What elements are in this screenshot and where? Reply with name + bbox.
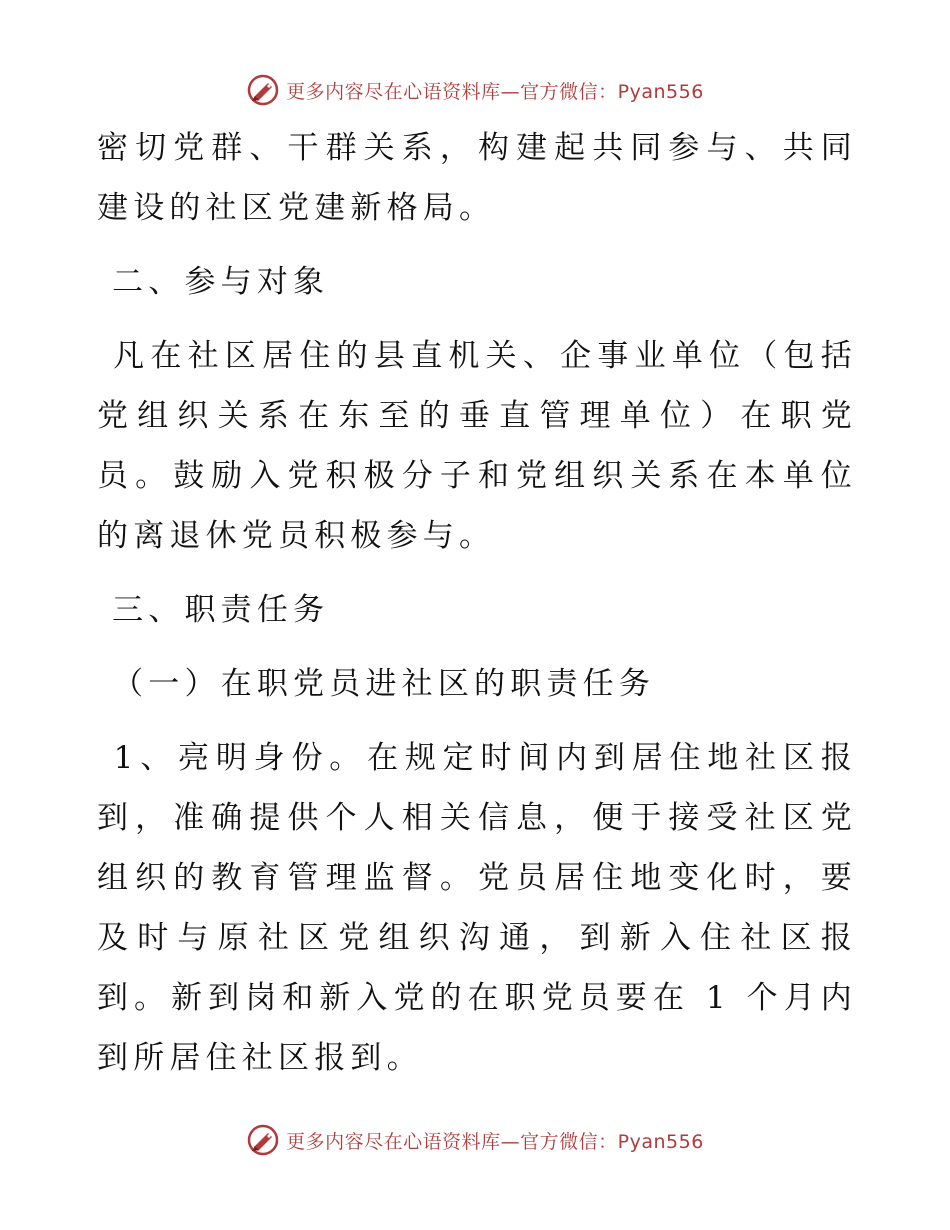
- pen-nib-logo-icon: [246, 1123, 280, 1157]
- document-body: [97, 118, 857, 1088]
- section-heading-participants: 二、参与对象: [97, 264, 330, 300]
- paragraph-intro-continuation: 密切党群、干群关系，构建起共同参与、共同建设的社区党建新格局。: [97, 130, 857, 226]
- watermark-text: 更多内容尽在心语资料库—官方微信：Pyan556: [286, 1130, 704, 1153]
- subsection-heading-duties: （一）在职党员进社区的职责任务: [97, 666, 656, 702]
- header-watermark: [0, 70, 950, 110]
- watermark-text: 更多内容尽在心语资料库—官方微信：Pyan556: [286, 80, 704, 103]
- section-heading-duties: 三、职责任务: [97, 592, 330, 628]
- footer-watermark: [0, 1120, 950, 1160]
- paragraph-duty-1: 1、亮明身份。在规定时间内到居住地社区报到，准确提供个人相关信息，便于接受社区党组织的教育管理监督。党员居住地变化时，要及时与原社区党组织沟通，到新入住社区报到。新到岗和新入党的在职党员要在 1 个月内到所居住社区报到。: [97, 740, 857, 1076]
- pen-nib-logo-icon: [246, 73, 280, 107]
- paragraph-participants: 凡在社区居住的县直机关、企事业单位（包括党组织关系在东至的垂直管理单位）在职党员。鼓励入党积极分子和党组织关系在本单位的离退休党员积极参与。: [97, 338, 857, 554]
